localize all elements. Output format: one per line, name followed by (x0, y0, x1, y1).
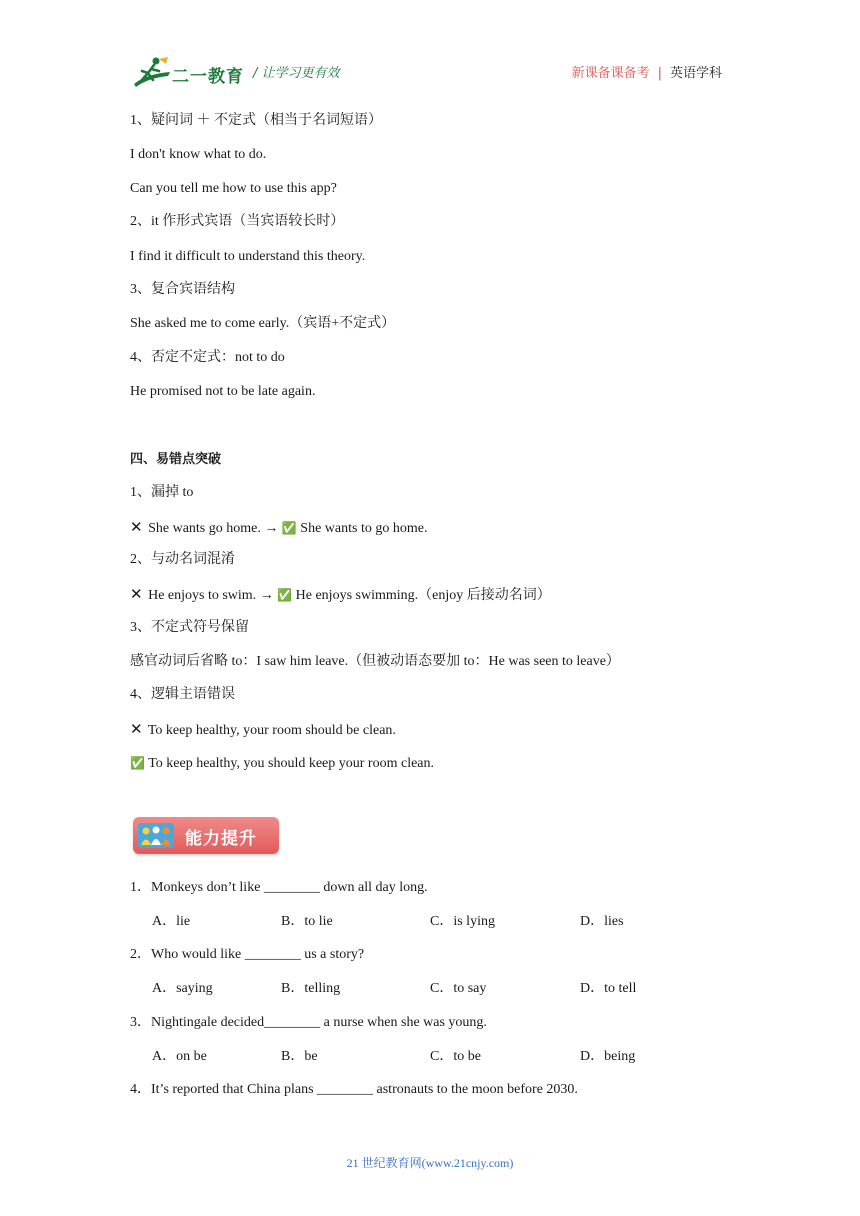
logo-text: 二一教育 (172, 67, 244, 87)
correct-sentence: She wants to go home. (300, 521, 428, 536)
runner-logo-icon (132, 56, 172, 90)
wrong-sentence: He enjoys to swim. (148, 588, 257, 603)
header-subject (572, 62, 722, 81)
question-1-stem: 1．Monkeys don’t like ________ down all day long. (130, 880, 428, 895)
error-1-title: 1、漏掉 to (130, 485, 194, 500)
cross-icon: ✕ (130, 585, 143, 603)
slogan: / 让学习更有效 (253, 66, 340, 81)
wrong-sentence: To keep healthy, your room should be clean. (147, 723, 396, 738)
question-2-option-c: C．to say (430, 981, 487, 996)
section-title: 四、易错点突破 (130, 452, 222, 467)
question-1-option-d: D．lies (580, 914, 624, 929)
error-1-example (130, 518, 427, 538)
error-4-right (130, 754, 434, 773)
question-3-option-c: C．to be (430, 1049, 481, 1064)
question-2-option-d: D．to tell (580, 981, 637, 996)
section-banner (133, 817, 279, 854)
rule-2-example: I find it difficult to understand this theory. (130, 249, 366, 264)
check-icon: ✅ (130, 756, 145, 770)
rule-4-example: He promised not to be late again. (130, 384, 316, 399)
error-2-example (130, 585, 551, 605)
page-header (0, 0, 860, 100)
question-4-stem: 4．It’s reported that China plans ________ astronauts to the moon before 2030. (130, 1082, 578, 1097)
question-3-option-a: A．on be (152, 1049, 207, 1064)
rule-1-example-1: I don't know what to do. (130, 147, 267, 162)
question-3-stem: 3．Nightingale decided________ a nurse when she was young. (130, 1015, 487, 1030)
error-3-text: 感官动词后省略 to：I saw him leave.（但被动语态要加 to：He was seen to leave） (130, 654, 620, 669)
question-3-option-d: D．being (580, 1049, 636, 1064)
rule-3-example: She asked me to come early.（宾语+不定式） (130, 316, 396, 331)
question-2-option-b: B．telling (281, 981, 341, 996)
question-1-option-c: C．is lying (430, 914, 495, 929)
cross-icon: ✕ (130, 518, 143, 536)
error-4-wrong (130, 720, 396, 740)
rule-2-title: 2、it 作形式宾语（当宾语较长时） (130, 214, 345, 229)
people-icon (138, 823, 174, 848)
correct-sentence: He enjoys swimming.（enjoy 后接动名词） (295, 588, 551, 603)
arrow-icon: → (264, 521, 279, 536)
header-subject-label: 英语学科 (669, 66, 722, 81)
question-2-option-a: A．saying (152, 981, 213, 996)
banner-title: 能力提升 (185, 829, 257, 849)
error-2-title: 2、与动名词混淆 (130, 552, 235, 567)
page-footer: 21 世纪教育网(www.21cnjy.com) (346, 1156, 514, 1170)
check-icon: ✅ (281, 521, 297, 535)
correct-sentence: To keep healthy, you should keep your room clean. (148, 756, 435, 771)
error-3-title: 3、不定式符号保留 (130, 620, 249, 635)
error-4-title: 4、逻辑主语错误 (130, 687, 235, 702)
check-icon: ✅ (277, 588, 293, 602)
arrow-icon: → (259, 588, 274, 603)
rule-3-title: 3、复合宾语结构 (130, 282, 235, 297)
cross-icon: ✕ (130, 720, 143, 738)
wrong-sentence: She wants go home. (148, 521, 261, 536)
header-separator: | (657, 66, 662, 81)
question-1-option-b: B．to lie (281, 914, 333, 929)
header-course-label: 新课备课备考 (571, 66, 650, 81)
rule-1-title: 1、疑问词 ＋ 不定式（相当于名词短语） (130, 113, 382, 128)
rule-1-example-2: Can you tell me how to use this app? (130, 181, 337, 196)
question-2-stem: 2．Who would like ________ us a story? (130, 947, 365, 962)
rule-4-title: 4、否定不定式：not to do (130, 350, 285, 365)
question-1-option-a: A．lie (152, 914, 191, 929)
question-3-option-b: B．be (281, 1049, 318, 1064)
